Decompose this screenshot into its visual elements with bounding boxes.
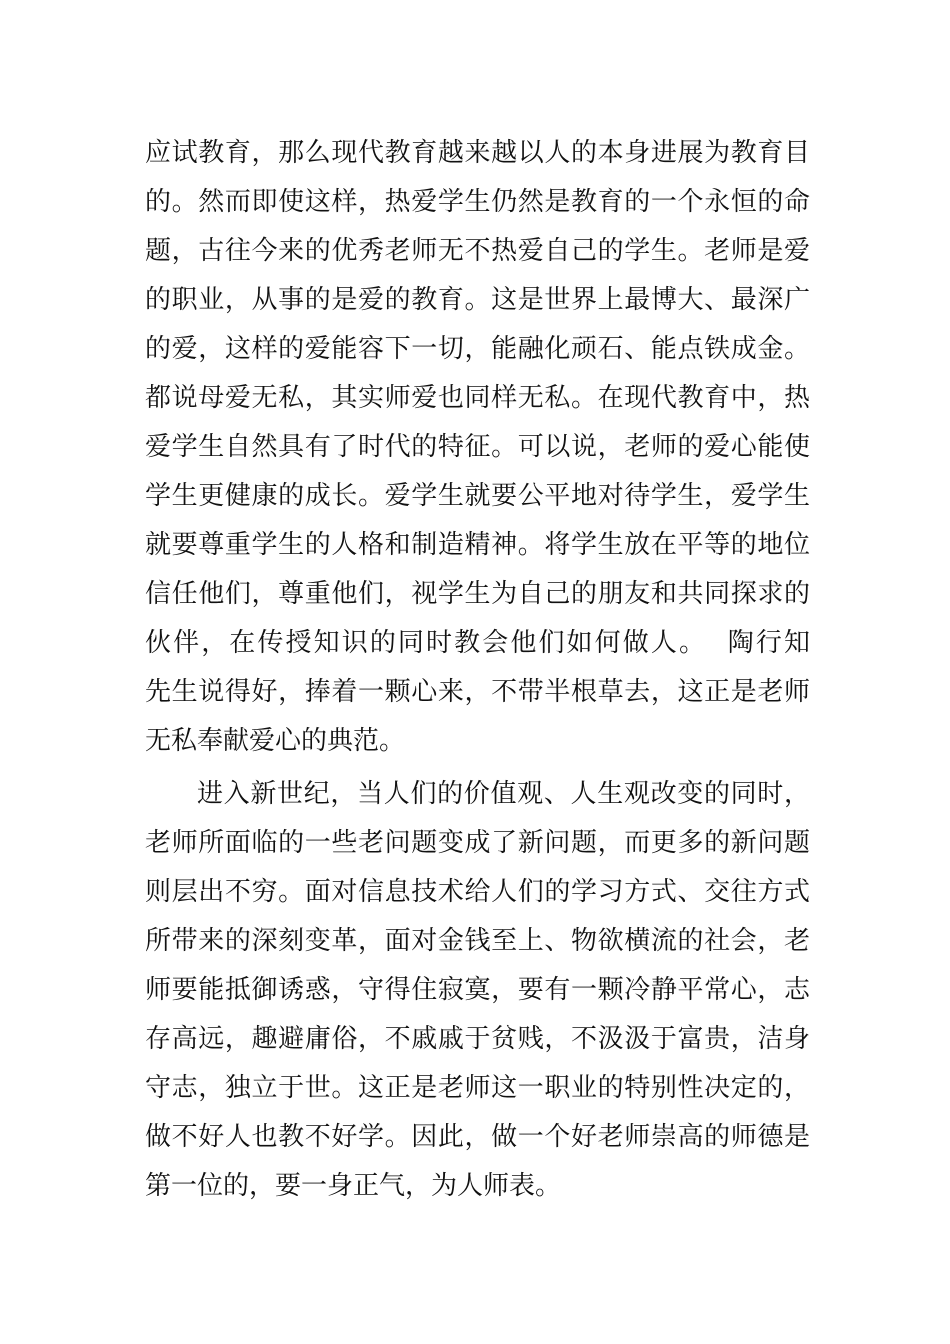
text-line: 进入新世纪，当人们的价值观、人生观改变的同时， (197, 779, 810, 809)
text-line: 题，古往今来的优秀老师无不热爱自己的学生。老师是爱 (145, 236, 810, 266)
text-line: 第一位的，要一身正气，为人师表。 (145, 1171, 562, 1201)
text-line: 伙伴，在传授知识的同时教会他们如何做人。 陶行知 (145, 628, 810, 658)
text-line: 的。然而即使这样，热爱学生仍然是教育的一个永恒的命 (145, 187, 810, 217)
text-line: 的爱，这样的爱能容下一切，能融化顽石、能点铁成金。 (145, 334, 810, 364)
text-line: 信任他们，尊重他们，视学生为自己的朋友和共同探求的 (145, 579, 810, 609)
paragraph-2 (145, 770, 810, 1211)
text-line: 应试教育，那么现代教育越来越以人的本身进展为教育目 (145, 138, 810, 168)
text-line: 老师所面临的一些老问题变成了新问题，而更多的新问题 (145, 828, 810, 858)
text-line: 学生更健康的成长。爱学生就要公平地对待学生，爱学生 (145, 481, 810, 511)
text-line: 先生说得好，捧着一颗心来，不带半根草去，这正是老师 (145, 677, 810, 707)
text-line: 就要尊重学生的人格和制造精神。将学生放在平等的地位 (145, 530, 810, 560)
text-line: 存高远，趣避庸俗，不戚戚于贫贱，不汲汲于富贵，洁身 (145, 1024, 810, 1054)
text-line: 无私奉献爱心的典范。 (145, 726, 406, 756)
text-line: 都说母爱无私，其实师爱也同样无私。在现代教育中，热 (145, 383, 810, 413)
text-line: 做不好人也教不好学。因此，做一个好老师崇高的师德是 (145, 1122, 810, 1152)
text-line: 爱学生自然具有了时代的特征。可以说，老师的爱心能使 (145, 432, 810, 462)
text-line: 守志，独立于世。这正是老师这一职业的特别性决定的， (145, 1073, 810, 1103)
text-line: 的职业，从事的是爱的教育。这是世界上最博大、最深广 (145, 285, 810, 315)
text-line: 则层出不穷。面对信息技术给人们的学习方式、交往方式 (145, 877, 810, 907)
paragraph-1 (145, 129, 810, 766)
text-line: 师要能抵御诱惑，守得住寂寞，要有一颗冷静平常心，志 (145, 975, 810, 1005)
body-text (145, 129, 810, 1211)
text-line: 所带来的深刻变革，面对金钱至上、物欲横流的社会，老 (145, 926, 810, 956)
